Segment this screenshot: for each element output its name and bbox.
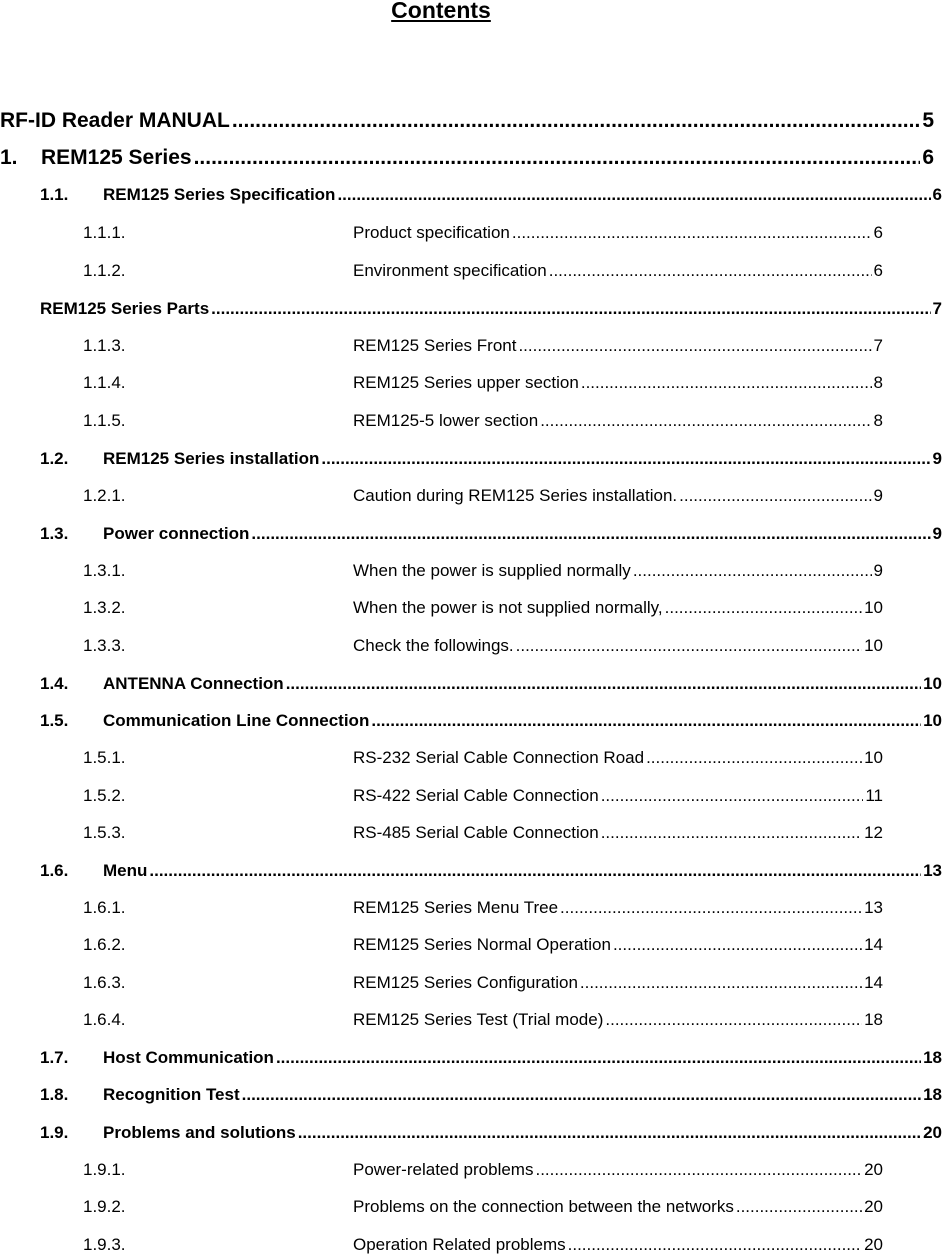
toc-entry-number: 1.4. [40, 674, 69, 693]
toc-leader [580, 973, 862, 993]
toc-entry-1-6[interactable] [40, 861, 942, 881]
toc-leader [149, 861, 921, 881]
toc-entry-1-6-3[interactable] [83, 973, 883, 993]
toc-page-number: 20 [864, 1235, 883, 1254]
toc-entry-number: 1.6.4. [83, 1010, 126, 1029]
toc-leader [601, 786, 864, 806]
toc-entry-number: 1.2. [40, 449, 69, 468]
toc-entry-text: Operation Related problems [353, 1235, 566, 1254]
toc-entry-number: 1.9. [40, 1123, 69, 1142]
toc-entry-1-5-3[interactable] [83, 823, 883, 843]
toc-entry-text: Host Communication [103, 1048, 274, 1067]
toc-entry-number: 1.5.2. [83, 786, 126, 805]
toc-entry-number: 1.6.2. [83, 935, 126, 954]
toc-entry-number: 1.5.1. [83, 748, 126, 767]
toc-leader [568, 1235, 862, 1255]
toc-entry-text: REM125 Series Menu Tree [353, 898, 559, 917]
toc-entry-number: 1.1.2. [83, 261, 126, 280]
toc-entry-text: Caution during REM125 Series installation. [353, 486, 678, 505]
toc-entry-text: When the power is supplied normally [353, 561, 631, 580]
toc-page-number: 10 [923, 674, 942, 693]
toc-leader [321, 449, 930, 469]
toc-page-number: 5 [922, 109, 934, 132]
toc-entry-1-8[interactable] [40, 1085, 942, 1105]
toc-page-number: 14 [864, 935, 883, 954]
toc-entry-1-1[interactable] [40, 185, 942, 205]
toc-entry-1-2[interactable] [40, 449, 942, 469]
toc-entry-1-3-1[interactable] [83, 561, 883, 581]
toc-entry-1-1-2[interactable] [83, 261, 883, 281]
toc-entry-1-1-5[interactable] [83, 411, 883, 431]
toc-entry-number: 1.1.5. [83, 411, 126, 430]
toc-entry-1-3-3[interactable] [83, 636, 883, 656]
toc-entry-1-1-3[interactable] [83, 336, 883, 356]
toc-entry-text: Problems on the connection between the networks [353, 1197, 734, 1216]
toc-entry-text: Product specification [353, 223, 510, 242]
toc-entry-text: REM125 Series [41, 146, 192, 169]
toc-entry-1-3[interactable] [40, 524, 942, 544]
toc-leader [633, 561, 872, 581]
toc-page-number: 18 [923, 1085, 942, 1104]
toc-leader [601, 823, 862, 843]
toc-page-number: 10 [864, 598, 883, 617]
toc-entry-1-2-1[interactable] [83, 486, 883, 506]
toc-entry-text: REM125 Series Front [353, 336, 517, 355]
toc-leader [581, 373, 872, 393]
toc-page-number: 10 [864, 636, 883, 655]
toc-page-number: 9 [932, 449, 942, 468]
toc-entry-text: REM125 Series Normal Operation [353, 935, 611, 954]
toc-entry-number: 1.6. [40, 861, 69, 880]
toc-entry-text: Menu [103, 861, 148, 880]
toc-leader [232, 109, 920, 133]
toc-entry-number: 1.9.1. [83, 1160, 126, 1179]
toc-entry-number: 1.5.3. [83, 823, 126, 842]
toc-entry-1-1-4[interactable] [83, 373, 883, 393]
toc-leader [298, 1123, 921, 1143]
toc-entry-number: 1.6.1. [83, 898, 126, 917]
toc-page-number: 7 [932, 299, 942, 318]
toc-entry-number: 1.8. [40, 1085, 69, 1104]
toc-entry-1-6-4[interactable] [83, 1010, 883, 1030]
toc-page-number: 13 [864, 898, 883, 917]
toc-entry-number: 1.9.3. [83, 1235, 126, 1254]
toc-page-number: 20 [923, 1123, 942, 1142]
toc-entry-text: Environment specification [353, 261, 547, 280]
toc-leader [512, 223, 872, 243]
toc-entry-text: RS-422 Serial Cable Connection [353, 786, 599, 805]
toc-page-number: 8 [873, 373, 883, 392]
toc-entry-1-7[interactable] [40, 1048, 942, 1068]
toc-page-number: 8 [873, 411, 883, 430]
toc-page-number: 6 [873, 223, 883, 242]
toc-page-number: 13 [923, 861, 942, 880]
toc-page-number: 10 [923, 711, 942, 730]
toc-leader [679, 486, 871, 506]
toc-entry-number: 1.7. [40, 1048, 69, 1067]
toc-page-number: 6 [922, 146, 934, 169]
toc-entry-text: ANTENNA Connection [103, 674, 284, 693]
toc-entry-text: REM125-5 lower section [353, 411, 539, 430]
toc-entry-number: 1.1.1. [83, 223, 126, 242]
toc-entry-number: 1.3. [40, 524, 69, 543]
toc-entry-manual[interactable] [0, 109, 934, 133]
toc-page-number: 9 [873, 561, 883, 580]
toc-page-number: 9 [932, 524, 942, 543]
toc-leader [371, 711, 921, 731]
toc-leader [535, 1160, 862, 1180]
toc-page-number: 20 [864, 1197, 883, 1216]
toc-entry-number: 1.1. [40, 185, 69, 204]
toc-entry-text: RS-232 Serial Cable Connection Road [353, 748, 645, 767]
toc-entry-number: 1.1.4. [83, 373, 126, 392]
toc-entry-text: REM125 Series Specification [103, 185, 336, 204]
toc-leader [211, 299, 930, 319]
toc-leader [194, 146, 921, 170]
toc-leader [276, 1048, 921, 1068]
toc-entry-text: Communication Line Connection [103, 711, 370, 730]
toc-page-number: 18 [864, 1010, 883, 1029]
toc-entry-number: 1. [0, 146, 18, 169]
toc-entry-text: RF-ID Reader MANUAL [0, 109, 230, 132]
toc-entry-number: 1.1.3. [83, 336, 126, 355]
toc-page-number: 11 [865, 786, 883, 805]
toc-leader [613, 935, 862, 955]
toc-leader [605, 1010, 862, 1030]
toc-entry-number: 1.3.3. [83, 636, 126, 655]
toc-entry-1-5-1[interactable] [83, 748, 883, 768]
toc-entry-text: REM125 Series Parts [40, 299, 210, 318]
toc-page-number: 12 [864, 823, 883, 842]
toc-entry-text: REM125 Series upper section [353, 373, 579, 392]
toc-leader [540, 411, 871, 431]
toc-entry-text: When the power is not supplied normally, [353, 598, 663, 617]
toc-page-number: 14 [864, 973, 883, 992]
toc-entry-1-9-3[interactable] [83, 1235, 883, 1255]
toc-leader [736, 1197, 862, 1217]
toc-entry-number: 1.6.3. [83, 973, 126, 992]
toc-entry-1-9[interactable] [40, 1123, 942, 1143]
toc-leader [665, 598, 862, 618]
toc-page-number: 9 [873, 486, 883, 505]
toc-page-number: 7 [873, 336, 883, 355]
toc-leader [518, 336, 871, 356]
toc-entry-number: 1.3.2. [83, 598, 126, 617]
toc-leader [549, 261, 872, 281]
toc-leader [251, 524, 930, 544]
toc-entry-1-6-1[interactable] [83, 898, 883, 918]
toc-page-number: 6 [873, 261, 883, 280]
toc-entry-number: 1.9.2. [83, 1197, 126, 1216]
toc-entry-number: 1.5. [40, 711, 69, 730]
toc-entry-1-1-1[interactable] [83, 223, 883, 243]
toc-entry-parts[interactable] [40, 299, 942, 319]
toc-page-number: 6 [932, 185, 942, 204]
toc-entry-text: REM125 Series Configuration [353, 973, 578, 992]
toc-entry-1-3-2[interactable] [83, 598, 883, 618]
toc-entry-text: REM125 Series installation [103, 449, 320, 468]
toc-entry-number: 1.3.1. [83, 561, 126, 580]
toc-entry-text: RS-485 Serial Cable Connection [353, 823, 599, 842]
toc-leader [286, 674, 921, 694]
toc-page-number: 20 [864, 1160, 883, 1179]
toc-leader [337, 185, 930, 205]
toc-entry-chapter-1[interactable] [0, 146, 934, 170]
toc-entry-text: Power-related problems [353, 1160, 534, 1179]
toc-entry-1-9-2[interactable] [83, 1197, 883, 1217]
toc-page-number: 10 [864, 748, 883, 767]
toc-entry-text: REM125 Series Test (Trial mode) [353, 1010, 604, 1029]
toc-entry-1-5[interactable] [40, 711, 942, 731]
toc-leader [516, 636, 862, 656]
toc-entry-1-5-2[interactable] [83, 786, 883, 806]
toc-leader [646, 748, 862, 768]
page-title-text: Contents [391, 0, 491, 23]
toc-leader [560, 898, 862, 918]
toc-entry-text: Recognition Test [103, 1085, 240, 1104]
toc-entry-1-9-1[interactable] [83, 1160, 883, 1180]
toc-entry-1-6-2[interactable] [83, 935, 883, 955]
toc-entry-text: Problems and solutions [103, 1123, 296, 1142]
toc-entry-text: Check the followings. [353, 636, 514, 655]
toc-entry-1-4[interactable] [40, 674, 942, 694]
toc-page-number: 18 [923, 1048, 942, 1067]
toc-entry-text: Power connection [103, 524, 250, 543]
toc-entry-number: 1.2.1. [83, 486, 126, 505]
toc-leader [242, 1085, 921, 1105]
